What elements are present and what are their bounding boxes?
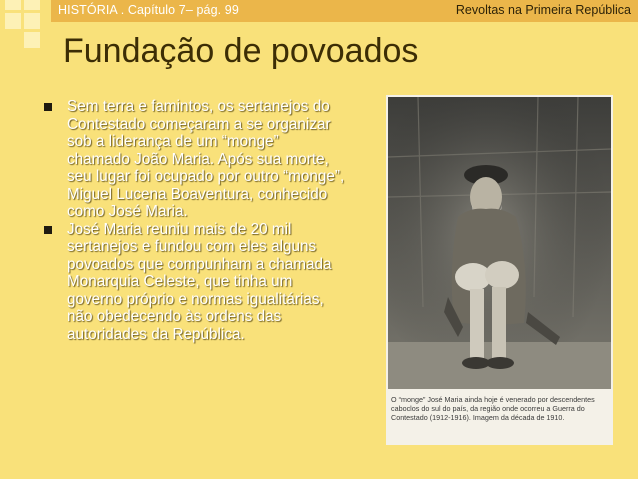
decor-square (24, 0, 40, 10)
bullet-item (40, 221, 345, 344)
bullet-square-icon (44, 103, 52, 111)
bullet-item (40, 98, 345, 221)
header-chapter-label: HISTÓRIA . Capítulo 7– pág. 99 (58, 3, 239, 17)
bullet-list (40, 98, 345, 343)
decor-square (24, 32, 40, 48)
bullet-text: Sem terra e famintos, os sertanejos do Contestado começaram a se organizar sob a liderança de um “monge” chamado João Maria. Após sua morte, seu lugar foi ocupado por outro “monge”, Miguel Lucena Boaventura, conhecido como José Maria. (67, 98, 345, 220)
decorative-squares (0, 0, 40, 50)
decor-square (5, 13, 21, 29)
monge-photo (388, 97, 611, 389)
slide-title: Fundação de povoados (63, 32, 419, 70)
photo-caption: O “monge” José Maria ainda hoje é venerado por descendentes caboclos do sul do país, da região onde ocorreu a Guerra do Contestado (1912-1916). Imagem da década de 1910. (391, 395, 595, 422)
photo-frame (386, 95, 613, 445)
bullet-text: José Maria reuniu mais de 20 mil sertanejos e fundou com eles alguns povoados que compunham a chamada Monarquia Celeste, que tinha um governo próprio e normas igualitárias, não obedecendo às ordens das autoridades da República. (67, 220, 332, 343)
decor-square (5, 0, 21, 10)
header-topic-label: Revoltas na Primeira República (455, 3, 631, 17)
decor-square (24, 13, 40, 29)
bullet-square-icon (44, 226, 52, 234)
